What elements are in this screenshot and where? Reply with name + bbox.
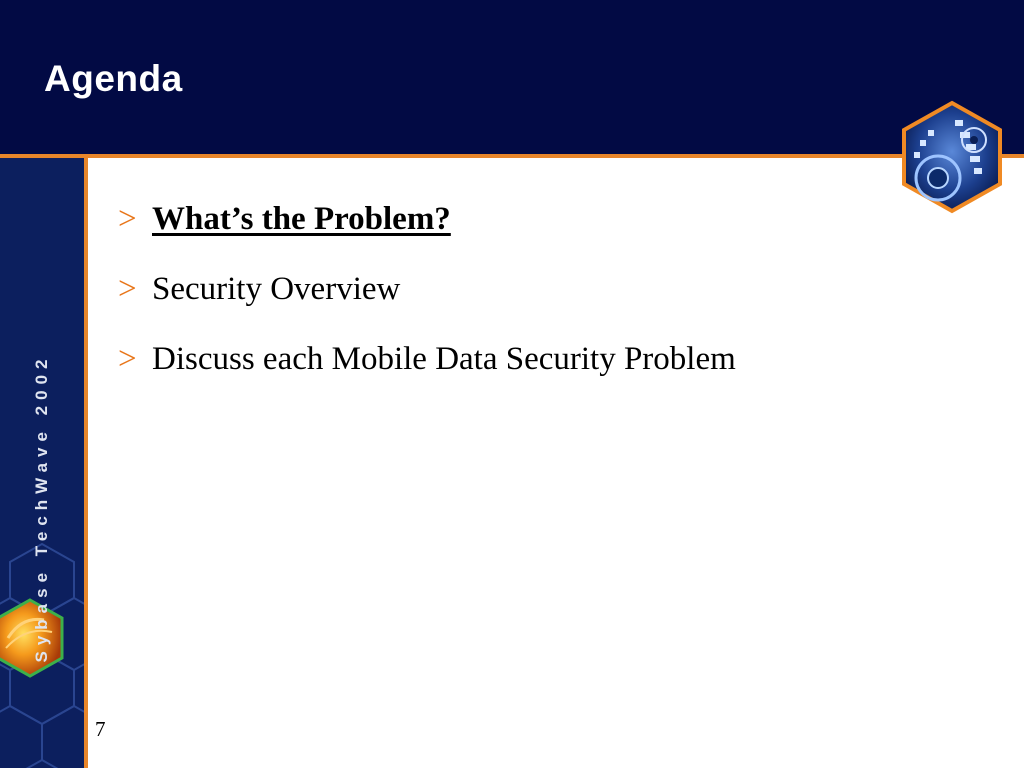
bullet-marker: >	[118, 201, 137, 237]
sidebar-brand-text: Sybase TechWave 2002	[32, 353, 51, 663]
agenda-item	[118, 336, 998, 406]
sidebar-divider	[84, 158, 88, 768]
bullet-marker: >	[118, 271, 137, 307]
header-divider	[0, 154, 1024, 158]
slide-title: Agenda	[44, 58, 183, 99]
sidebar	[0, 158, 84, 768]
agenda-item	[118, 266, 998, 336]
agenda-item	[118, 196, 998, 266]
slide-header	[0, 0, 1024, 154]
agenda-item-label: Discuss each Mobile Data Security Problem	[152, 341, 736, 377]
agenda-item-label: What’s the Problem?	[152, 201, 451, 237]
agenda-item-label: Security Overview	[152, 271, 401, 307]
page-number: 7	[95, 717, 106, 741]
bullet-marker: >	[118, 341, 137, 377]
agenda-list	[118, 196, 998, 406]
